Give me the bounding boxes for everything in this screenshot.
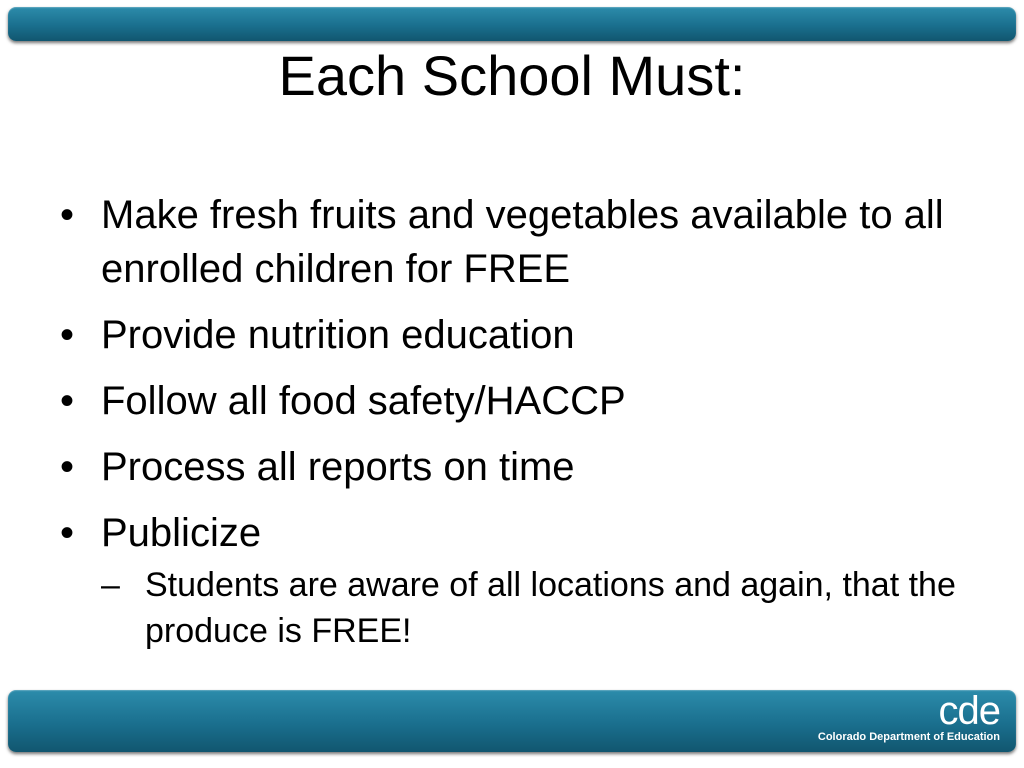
bullet-text: Publicize bbox=[101, 511, 262, 555]
sub-bullet-text: Students are aware of all locations and again, that the produce is FREE! bbox=[145, 566, 956, 650]
bullet-item bbox=[60, 188, 970, 296]
bullet-text: Make fresh fruits and vegetables available to all enrolled children for FREE bbox=[101, 193, 944, 291]
cde-logo bbox=[780, 689, 1000, 748]
sub-bullet-marker: – bbox=[101, 566, 120, 604]
logo-mark: cde bbox=[938, 689, 1000, 733]
sub-bullet-list bbox=[101, 562, 970, 654]
bullet-list bbox=[60, 188, 970, 666]
slide-title: Each School Must: bbox=[278, 44, 746, 107]
bullet-marker: • bbox=[60, 445, 75, 489]
header-bar bbox=[8, 7, 1016, 41]
bullet-marker: • bbox=[60, 379, 75, 423]
footer-bar bbox=[8, 690, 1016, 752]
sub-bullet-item bbox=[101, 562, 970, 654]
bullet-marker: • bbox=[60, 313, 75, 357]
bullet-item bbox=[60, 374, 970, 428]
bullet-item bbox=[60, 506, 970, 654]
bullet-item bbox=[60, 308, 970, 362]
bullet-marker: • bbox=[60, 511, 75, 555]
bullet-item bbox=[60, 440, 970, 494]
bullet-text: Process all reports on time bbox=[101, 445, 575, 489]
bullet-marker: • bbox=[60, 193, 75, 237]
logo-caption: Colorado Department of Education bbox=[817, 731, 1000, 743]
bullet-text: Follow all food safety/HACCP bbox=[101, 379, 626, 423]
bullet-text: Provide nutrition education bbox=[101, 313, 575, 357]
